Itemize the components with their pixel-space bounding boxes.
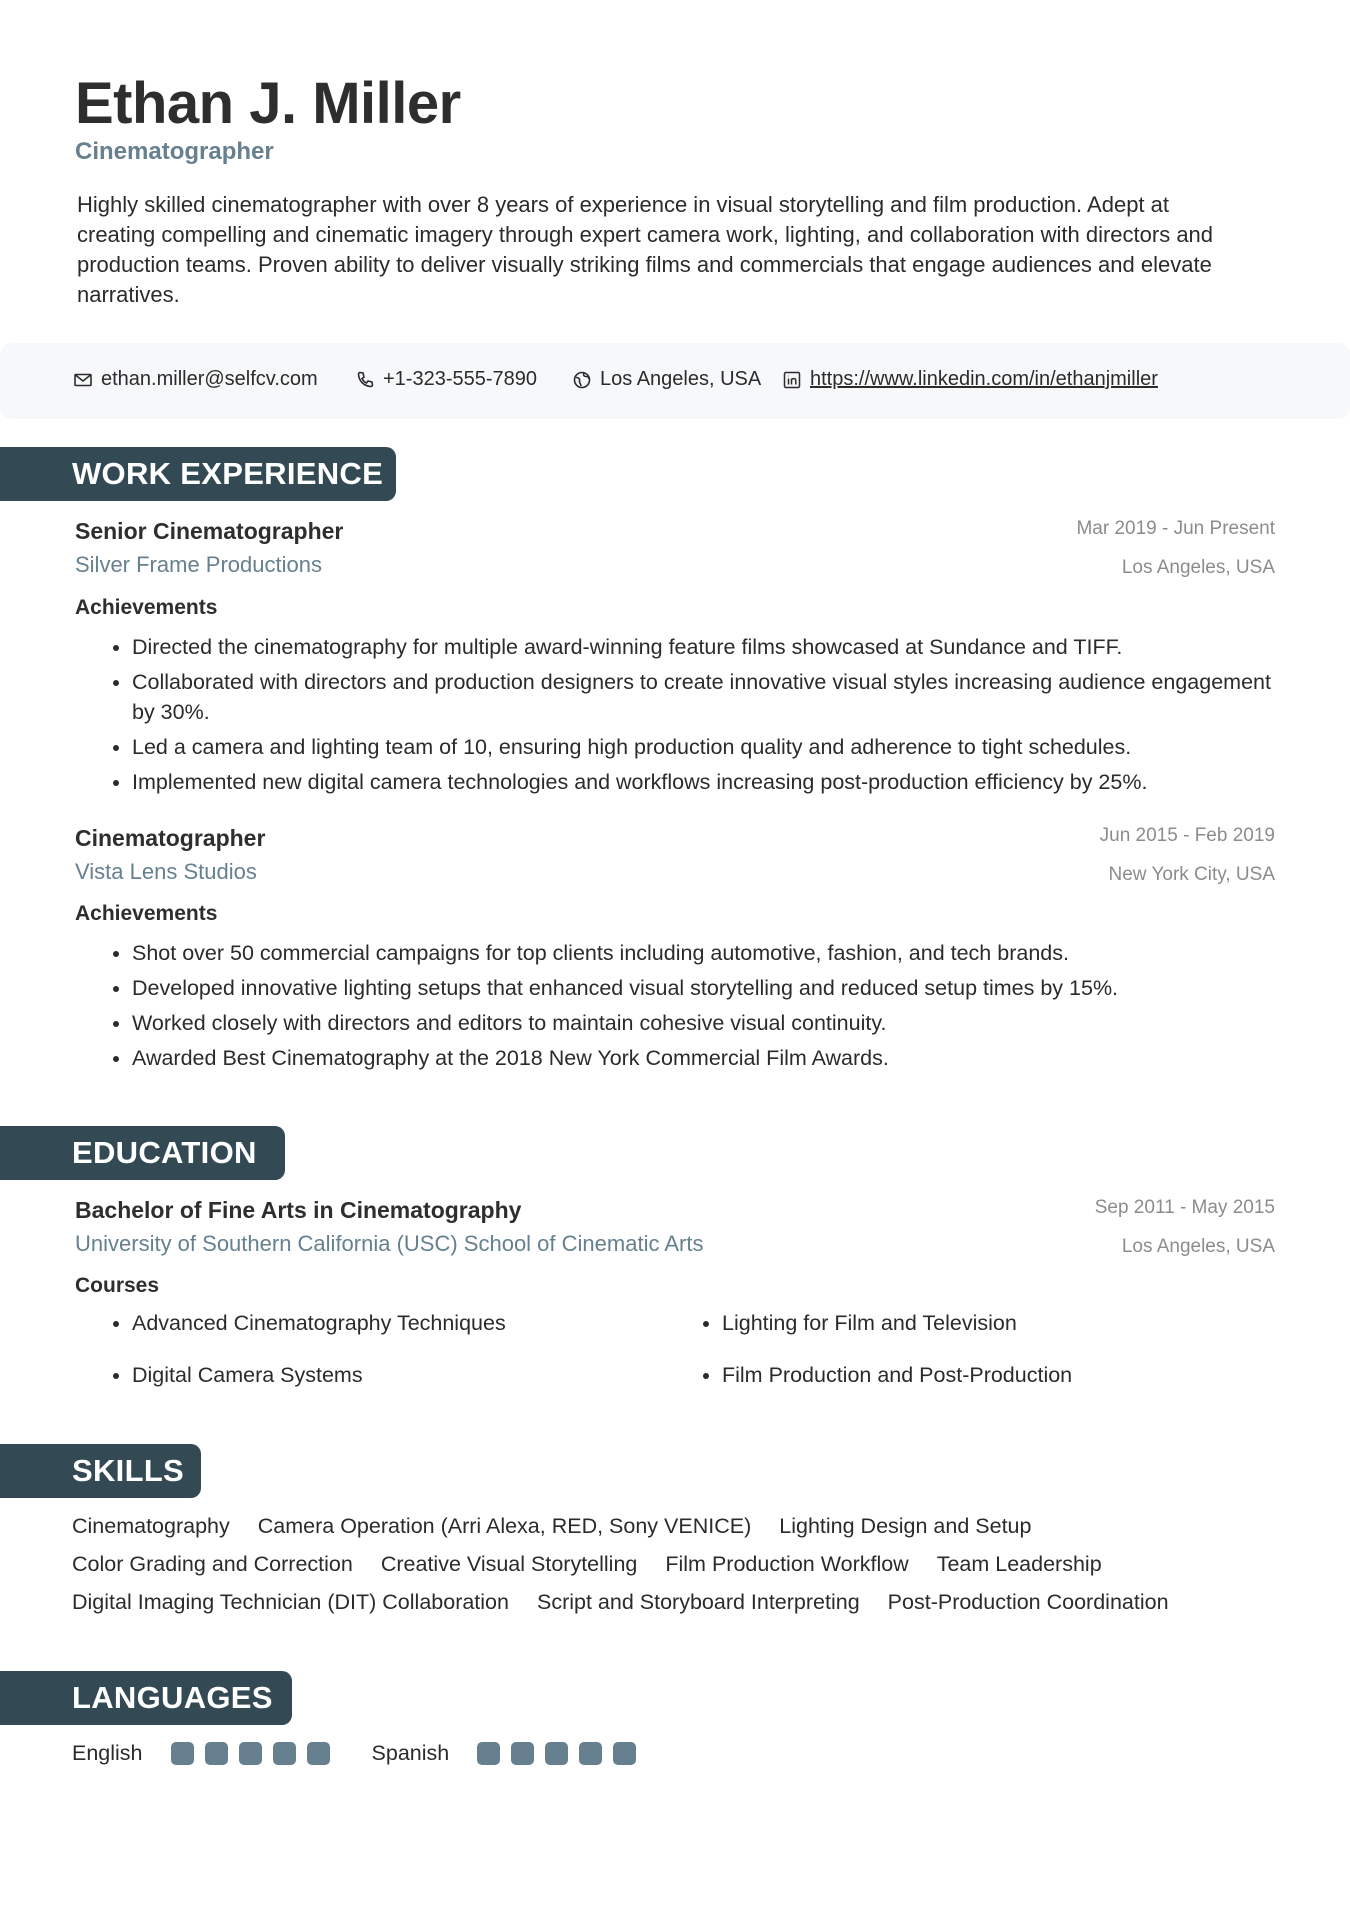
proficiency-dot: [579, 1742, 602, 1765]
skill-item: Color Grading and Correction: [72, 1552, 353, 1576]
contact-email[interactable]: [73, 368, 318, 391]
skills-row: [72, 1552, 1102, 1577]
job-company: Silver Frame Productions: [75, 552, 322, 577]
job-dates: Mar 2019 - Jun Present: [1076, 518, 1275, 539]
list-item: • Directed the cinematography for multiple award-winning feature films showcased at Sundance and TIFF.: [132, 632, 1272, 662]
list-item: • Digital Camera Systems: [132, 1360, 722, 1390]
achievements-list: [104, 632, 1272, 802]
language-name: English: [72, 1741, 143, 1765]
proficiency-dot: [205, 1742, 228, 1765]
proficiency-dot: [239, 1742, 262, 1765]
list-item: • Awarded Best Cinematography at the 2018 New York Commercial Film Awards.: [132, 1043, 1272, 1073]
skills-row: [72, 1590, 1169, 1615]
contact-phone[interactable]: [355, 368, 537, 391]
globe-icon: [572, 370, 592, 390]
section-header-skills: SKILLS: [0, 1444, 201, 1498]
section-header-languages: LANGUAGES: [0, 1671, 292, 1725]
linkedin-link[interactable]: https://www.linkedin.com/in/ethanjmiller: [810, 368, 1158, 390]
profile-summary: Highly skilled cinematographer with over 8 years of experience in visual storytelling and film production. Adept at creating compelling and cinematic imagery through expert camera work, lighting, and collaboration with directors and production teams. Proven ability to deliver visually striking films and commercials that engage audiences and elevate narratives.: [77, 192, 1214, 307]
achievements-label: Achievements: [75, 902, 218, 925]
education-dates: Sep 2011 - May 2015: [1094, 1197, 1275, 1218]
degree-title: Bachelor of Fine Arts in Cinematography: [75, 1197, 522, 1223]
job-location: New York City, USA: [1108, 864, 1275, 885]
skills-row: [72, 1514, 1031, 1539]
list-item: • Worked closely with directors and editors to maintain cohesive visual continuity.: [132, 1008, 1272, 1038]
education-location: Los Angeles, USA: [1121, 1236, 1275, 1257]
skill-item: Lighting Design and Setup: [779, 1514, 1032, 1538]
skill-item: Camera Operation (Arri Alexa, RED, Sony VENICE): [257, 1514, 752, 1538]
phone-text: +1-323-555-7890: [383, 368, 538, 390]
list-item: • Implemented new digital camera technologies and workflows increasing post-production efficiency by 25%.: [132, 767, 1272, 797]
job-company: Vista Lens Studios: [75, 859, 257, 884]
list-item: • Advanced Cinematography Techniques: [132, 1308, 722, 1338]
proficiency-dot: [477, 1742, 500, 1765]
section-header-education: EDUCATION: [0, 1126, 285, 1180]
languages-row: [72, 1741, 678, 1766]
proficiency-dot: [613, 1742, 636, 1765]
phone-icon: [355, 370, 375, 390]
candidate-name: Ethan J. Miller: [75, 71, 461, 136]
candidate-role: Cinematographer: [75, 138, 274, 165]
proficiency-dot: [545, 1742, 568, 1765]
section-header-work-experience: WORK EXPERIENCE: [0, 447, 396, 501]
contact-location: [572, 368, 761, 391]
job-location: Los Angeles, USA: [1121, 557, 1275, 578]
skill-item: Creative Visual Storytelling: [380, 1552, 638, 1576]
location-text: Los Angeles, USA: [600, 368, 762, 390]
contact-linkedin[interactable]: [782, 368, 1158, 391]
achievements-label: Achievements: [75, 596, 218, 619]
language-name: Spanish: [371, 1741, 450, 1765]
language-proficiency: [171, 1742, 330, 1765]
list-item: • Collaborated with directors and production designers to create innovative visual styles increasing audience engagement by 30%.: [132, 667, 1272, 727]
envelope-icon: [73, 370, 93, 390]
job-dates: Jun 2015 - Feb 2019: [1099, 825, 1275, 846]
proficiency-dot: [511, 1742, 534, 1765]
language-proficiency: [477, 1742, 636, 1765]
contact-bar: [0, 343, 1350, 419]
linkedin-icon: [782, 370, 802, 390]
proficiency-dot: [273, 1742, 296, 1765]
achievements-list: [104, 938, 1272, 1078]
skill-item: Post-Production Coordination: [887, 1590, 1169, 1614]
courses-list: [104, 1308, 1252, 1390]
skill-item: Team Leadership: [936, 1552, 1102, 1576]
list-item: • Film Production and Post-Production: [722, 1360, 1252, 1390]
skill-item: Film Production Workflow: [665, 1552, 909, 1576]
skill-item: Cinematography: [72, 1514, 230, 1538]
skill-item: Digital Imaging Technician (DIT) Collaboration: [72, 1590, 509, 1614]
job-title: Senior Cinematographer: [75, 518, 344, 544]
proficiency-dot: [171, 1742, 194, 1765]
list-item: • Lighting for Film and Television: [722, 1308, 1252, 1338]
school-name: University of Southern California (USC) School of Cinematic Arts: [75, 1231, 704, 1256]
courses-label: Courses: [75, 1274, 160, 1297]
list-item: • Shot over 50 commercial campaigns for top clients including automotive, fashion, and tech brands.: [132, 938, 1272, 968]
list-item: • Led a camera and lighting team of 10, ensuring high production quality and adherence to tight schedules.: [132, 732, 1272, 762]
proficiency-dot: [307, 1742, 330, 1765]
job-title: Cinematographer: [75, 825, 266, 851]
skill-item: Script and Storyboard Interpreting: [536, 1590, 860, 1614]
list-item: • Developed innovative lighting setups that enhanced visual storytelling and reduced setup times by 15%.: [132, 973, 1272, 1003]
email-text: ethan.miller@selfcv.com: [101, 368, 318, 390]
